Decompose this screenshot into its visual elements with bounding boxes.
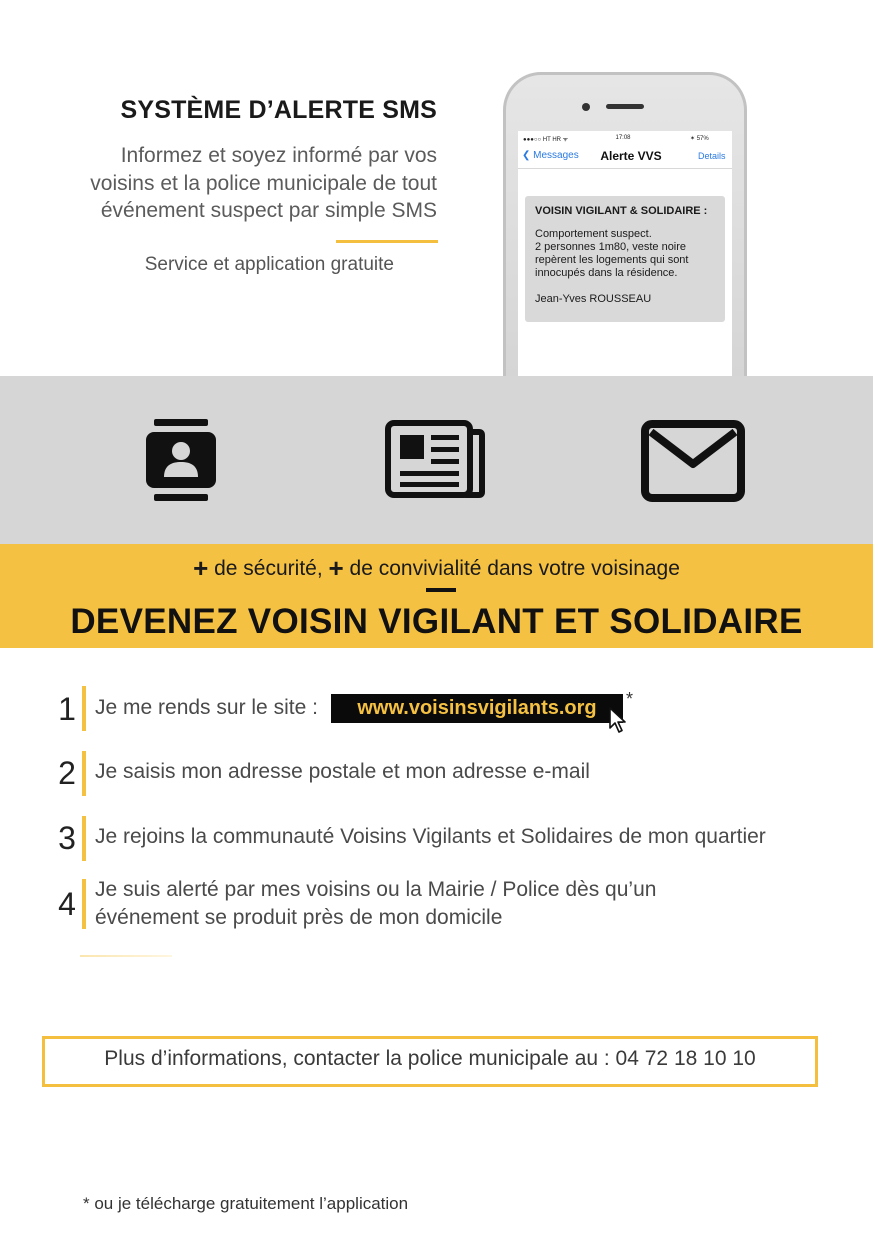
- message-line: repèrent les logements qui sont: [535, 254, 689, 266]
- status-time: 17:08: [615, 135, 631, 141]
- tagline: [0, 553, 873, 584]
- details-link[interactable]: Details: [698, 151, 726, 161]
- message-heading: VOISIN VIGILANT & SOLIDAIRE :: [535, 205, 708, 217]
- newspaper-icon: [385, 420, 485, 498]
- message-line: 2 personnes 1m80, veste noire: [535, 241, 687, 253]
- tagline-part-1: de sécurité,: [214, 557, 323, 580]
- sms-message-bubble: [525, 196, 725, 322]
- faint-divider: [80, 955, 172, 957]
- intro-text: [40, 142, 437, 225]
- cursor-icon: [608, 706, 630, 734]
- step-bar: [82, 686, 86, 731]
- step-1-text: Je me rends sur le site :: [95, 696, 318, 719]
- message-line: innocupés dans la résidence.: [535, 267, 678, 279]
- step-number: 4: [58, 886, 76, 922]
- message-signature: Jean-Yves ROUSSEAU: [535, 293, 652, 305]
- step-4-line-1: Je suis alerté par mes voisins ou la Mairie / Police dès qu’un: [95, 878, 657, 901]
- step-4-text: [95, 876, 656, 932]
- asterisk-note-marker: *: [626, 689, 634, 709]
- tagline-part-2: de convivialité dans votre voisinage: [349, 557, 680, 580]
- step-3-text: Je rejoins la communauté Voisins Vigilants et Solidaires de mon quartier: [95, 825, 766, 848]
- banner-dash: [426, 588, 456, 592]
- main-headline: DEVENEZ VOISIN VIGILANT ET SOLIDAIRE: [70, 602, 803, 641]
- step-number: 1: [58, 691, 76, 727]
- step-number: 2: [58, 755, 76, 791]
- step-bar: [82, 816, 86, 861]
- accent-divider: [336, 240, 438, 243]
- free-service-text: Service et application gratuite: [144, 254, 394, 275]
- conversation-title: Alerte VVS: [600, 149, 662, 163]
- message-line: Comportement suspect.: [535, 228, 652, 240]
- status-carrier: ●●●○○ HT HR ᯤ: [523, 137, 569, 143]
- step-4-line-2: événement se produit près de mon domicile: [95, 906, 503, 929]
- step-number: 3: [58, 820, 76, 856]
- website-link[interactable]: www.voisinsvigilants.org: [331, 694, 623, 723]
- intro-line-2: voisins et la police municipale de tout: [90, 171, 437, 195]
- nav-divider: [518, 168, 732, 169]
- step-bar: [82, 879, 86, 929]
- plus-icon: +: [328, 553, 344, 583]
- envelope-icon: [641, 420, 745, 502]
- step-2-text: Je saisis mon adresse postale et mon adresse e-mail: [95, 760, 590, 783]
- status-battery: ✶ 57%: [690, 136, 709, 142]
- phone-camera: [582, 103, 590, 111]
- intro-line-1: Informez et soyez informé par vos: [120, 144, 437, 167]
- phone-speaker: [606, 104, 644, 109]
- message-body: [535, 228, 717, 280]
- plus-icon: +: [193, 553, 209, 583]
- footnote: * ou je télécharge gratuitement l’application: [83, 1194, 409, 1213]
- messages-back-link[interactable]: ❮ Messages: [522, 150, 579, 161]
- page-title: SYSTÈME D’ALERTE SMS: [120, 96, 437, 124]
- contact-card-icon: [146, 419, 216, 501]
- step-bar: [82, 751, 86, 796]
- contact-text: Plus d’informations, contacter la police municipale au : 04 72 18 10 10: [104, 1047, 756, 1070]
- intro-line-3: événement suspect par simple SMS: [100, 199, 437, 222]
